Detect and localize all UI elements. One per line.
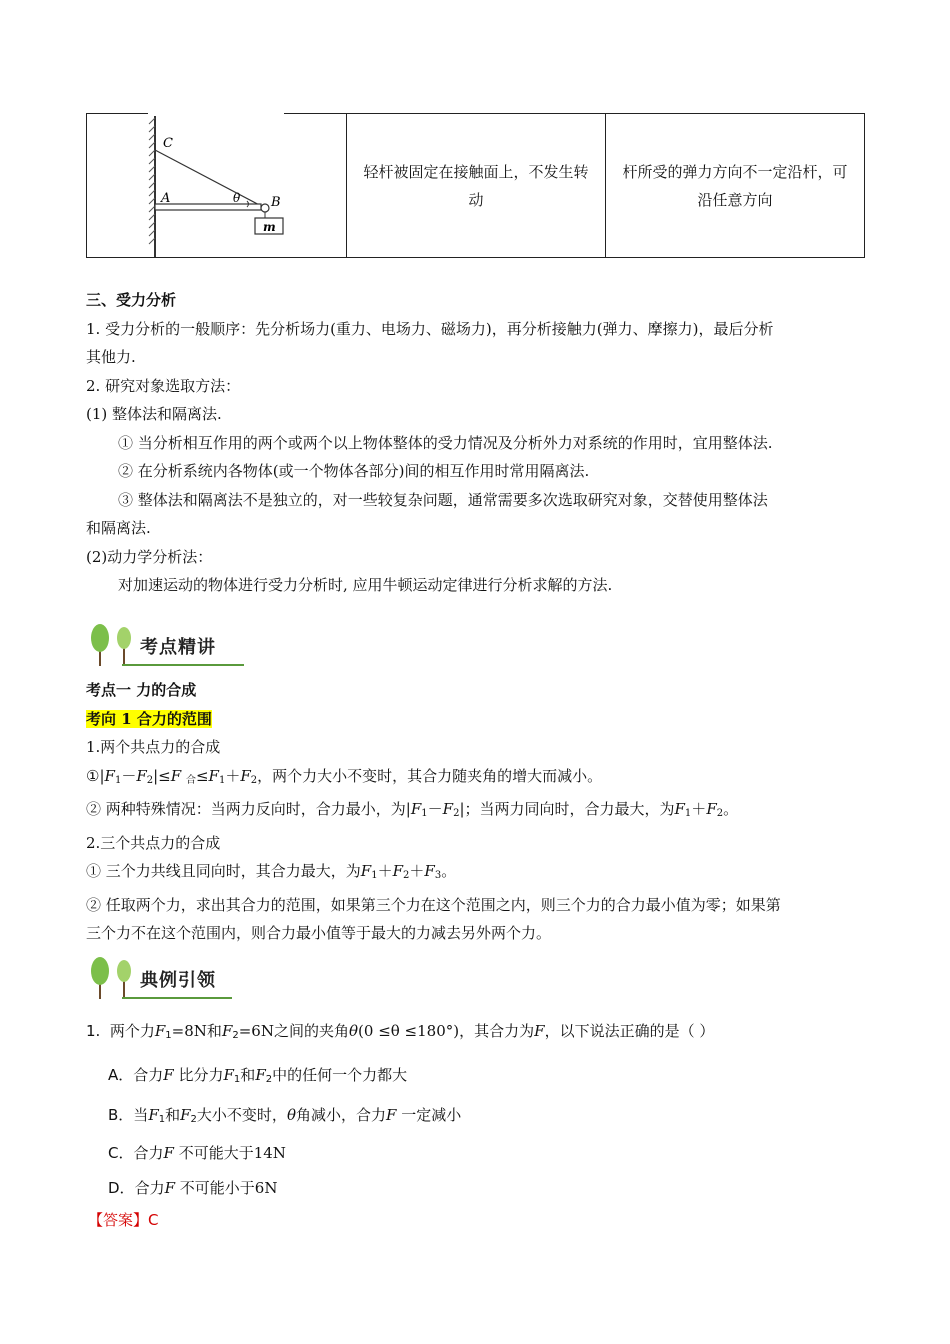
diagram-cell <box>87 114 347 257</box>
rod-condition-cell: 轻杆被固定在接触面上，不发生转动 <box>347 114 606 257</box>
paragraph: 对加速运动的物体进行受力分析时, 应用牛顿运动定律进行分析求解的方法. <box>118 576 613 594</box>
banner-title: 典例引领 <box>140 970 216 991</box>
section-heading: 三、受力分析 <box>86 291 177 309</box>
paragraph: ③ 整体法和隔离法不是独立的，对一些较复杂问题，通常需要多次选取研究对象，交替使用整体法 <box>118 490 768 509</box>
paragraph: 1.两个共点力的合成 <box>86 738 221 756</box>
option-d[interactable]: D．合力F 不可能小于6N <box>108 1179 278 1197</box>
question-stem: 1. 两个力$F_1=8N$和$F_2=6N$之间的夹角θ(0 ≤θ ≤180°)，其合力为F，以下说法正确的是（ ） <box>86 1022 715 1041</box>
paragraph: 和隔离法. <box>86 519 151 537</box>
section-kaodian <box>86 676 866 948</box>
tree-icon <box>86 955 138 1001</box>
rod-force-cell: 杆所受的弹力方向不一定沿杆，可沿任意方向 <box>622 162 848 209</box>
paragraph: 2. 研究对象选取方法： <box>86 376 241 395</box>
paragraph: ② 两种特殊情况：当两力反向时，合力最小，为$|F_1-F_2|$；当两力同向时，合力最大，为$F_1+F_2$。 <box>86 800 739 819</box>
paragraph: ② 任取两个力，求出其合力的范围，如果第三个力在这个范围之内，则三个力的合力最小值为零；如果第 <box>86 895 781 914</box>
paragraph: ① 三个力共线且同向时，其合力最大，为$F_1+F_2+F_3$。 <box>86 862 457 881</box>
section-force-analysis <box>86 286 866 600</box>
label-m: m <box>263 220 276 234</box>
paragraph: 三个力不在这个范围内，则合力最小值等于最大的力减去另外两个力。 <box>86 924 552 942</box>
paragraph: 1. 受力分析的一般顺序：先分析场力(重力、电场力、磁场力)，再分析接触力(弹力、摩擦力)，最后分析 <box>86 319 774 338</box>
paragraph: (2)动力学分析法： <box>86 547 213 566</box>
banner-underline <box>122 664 244 666</box>
answer-value: C <box>148 1211 159 1229</box>
kaodian-title: 考点一 力的合成 <box>86 681 197 699</box>
label-c: C <box>163 136 173 151</box>
paragraph: 2.三个共点力的合成 <box>86 833 221 852</box>
answer <box>88 1209 159 1230</box>
banner-underline <box>122 997 232 999</box>
rod-table-row <box>86 113 865 258</box>
answer-tag: 【答案】 <box>88 1211 149 1229</box>
banner-title: 考点精讲 <box>140 637 216 658</box>
label-theta: θ <box>233 191 241 205</box>
paragraph: (1) 整体法和隔离法. <box>86 405 222 423</box>
paragraph: 其他力. <box>86 348 136 366</box>
table-top-gap <box>148 110 284 116</box>
option-b[interactable]: B．当$F_1$和$F_2$大小不变时，θ角减小，合力F 一定减小 <box>108 1106 462 1125</box>
banner-kaodian <box>86 622 246 668</box>
direction-highlight: 考向 1 合力的范围 <box>86 709 212 728</box>
label-a: A <box>161 191 171 206</box>
rod-diagram <box>87 114 345 257</box>
paragraph: $①|F_1-F_2|\le F$ $_合\le F_1+F_2$，两个力大小不变时，其合力随夹角的增大而减小。 <box>86 766 603 786</box>
paragraph: ② 在分析系统内各物体(或一个物体各部分)间的相互作用时常用隔离法. <box>118 462 590 480</box>
banner-dianli <box>86 955 246 1001</box>
paragraph: ① 当分析相互作用的两个或两个以上物体整体的受力情况及分析外力对系统的作用时，宜用整体法. <box>118 433 773 452</box>
option-c[interactable]: C．合力F 不可能大于14N <box>108 1144 286 1162</box>
tree-icon <box>86 622 138 668</box>
label-b: B <box>271 195 281 210</box>
option-a[interactable]: A．合力F 比分力$F_1$和$F_2$中的任何一个力都大 <box>108 1066 408 1085</box>
